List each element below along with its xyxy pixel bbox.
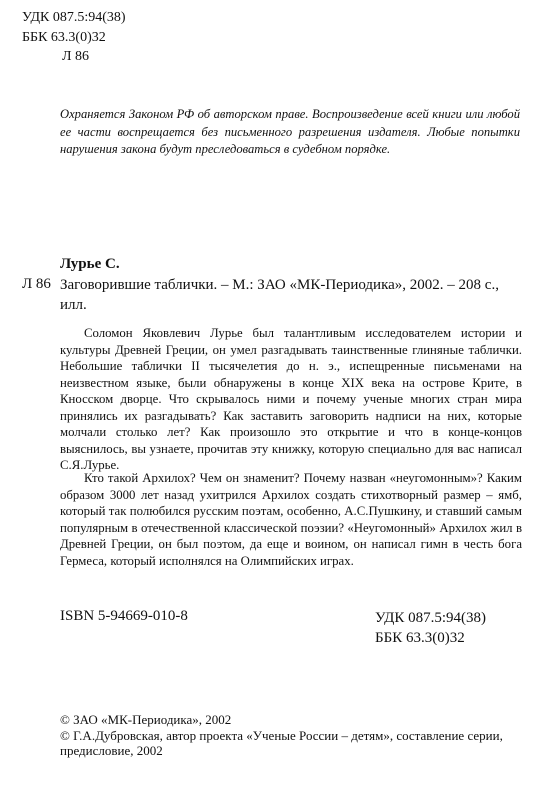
isbn: ISBN 5-94669-010-8: [60, 608, 188, 624]
annotation-paragraph: Соломон Яковлевич Лурье был талантливым исследователем истории и культуры Древней Греции, он умел разгадывать таинственные глиняные таблички. Небольшие таблички II тысячелетия до н. э., испещренные письменами на неизвестном языке, были обнаружены в конце XIX века на острове Крите, в Кносском дворце. Что скрывалось ними и почему ученые многих стран мира принялись их разгадывать? Как заставить заговорить надписи на них, которые молчали столько лет? Как произошло это открытие и что в конце-концов выяснилось, вы узнаете, прочитав эту книжку, которую специально для вас написал С.Я.Лурье.: [60, 326, 522, 472]
udk-code: УДК 087.5:94(38): [375, 610, 486, 626]
bibliographic-entry: Заговорившие таблички. – М.: ЗАО «МК-Периодика», 2002. – 208 с., илл.: [60, 277, 499, 313]
copyright-notice: Охраняется Законом РФ об авторском праве. Воспроизведение всей книги или любой ее части воспрещается без письменного разрешения издателя. Любые попытки нарушения закона будут преследоваться в судебном порядке.: [60, 107, 520, 156]
udk-code: УДК 087.5:94(38): [22, 10, 126, 25]
author-mark-bib: Л 86: [22, 276, 51, 292]
copyright-publisher: © ЗАО «МК-Периодика», 2002: [60, 712, 232, 727]
copyright-lines: [60, 712, 522, 759]
classification-block: [22, 8, 126, 67]
footer-classification: [375, 608, 486, 648]
copyright-author: © Г.А.Дубровская, автор проекта «Ученые России – детям», составление серии, предисловие, 2002: [60, 727, 503, 758]
bbk-code: ББК 63.3(0)32: [22, 29, 106, 45]
bbk-code: ББК 63.3(0)32: [375, 630, 465, 646]
author-name: Лурье С.: [60, 256, 120, 272]
annotation-paragraph: Кто такой Архилох? Чем он знаменит? Почему назван «неугомонным»? Каким образом 3000 лет назад ухитрился Архилох создать стихотворный размер – ямб, который так полюбился русским поэтам, особенно, А.С.Пушкину, и ставший самым популярным в отечественной классической поэзии? «Неугомонный» Архилох жил в Древней Греции, он был поэтом, да еще и воином, он написал гимн в честь бога Гермеса, который исполнялся на Олимпийских играх.: [60, 471, 522, 568]
author-mark: Л 86: [62, 49, 89, 64]
